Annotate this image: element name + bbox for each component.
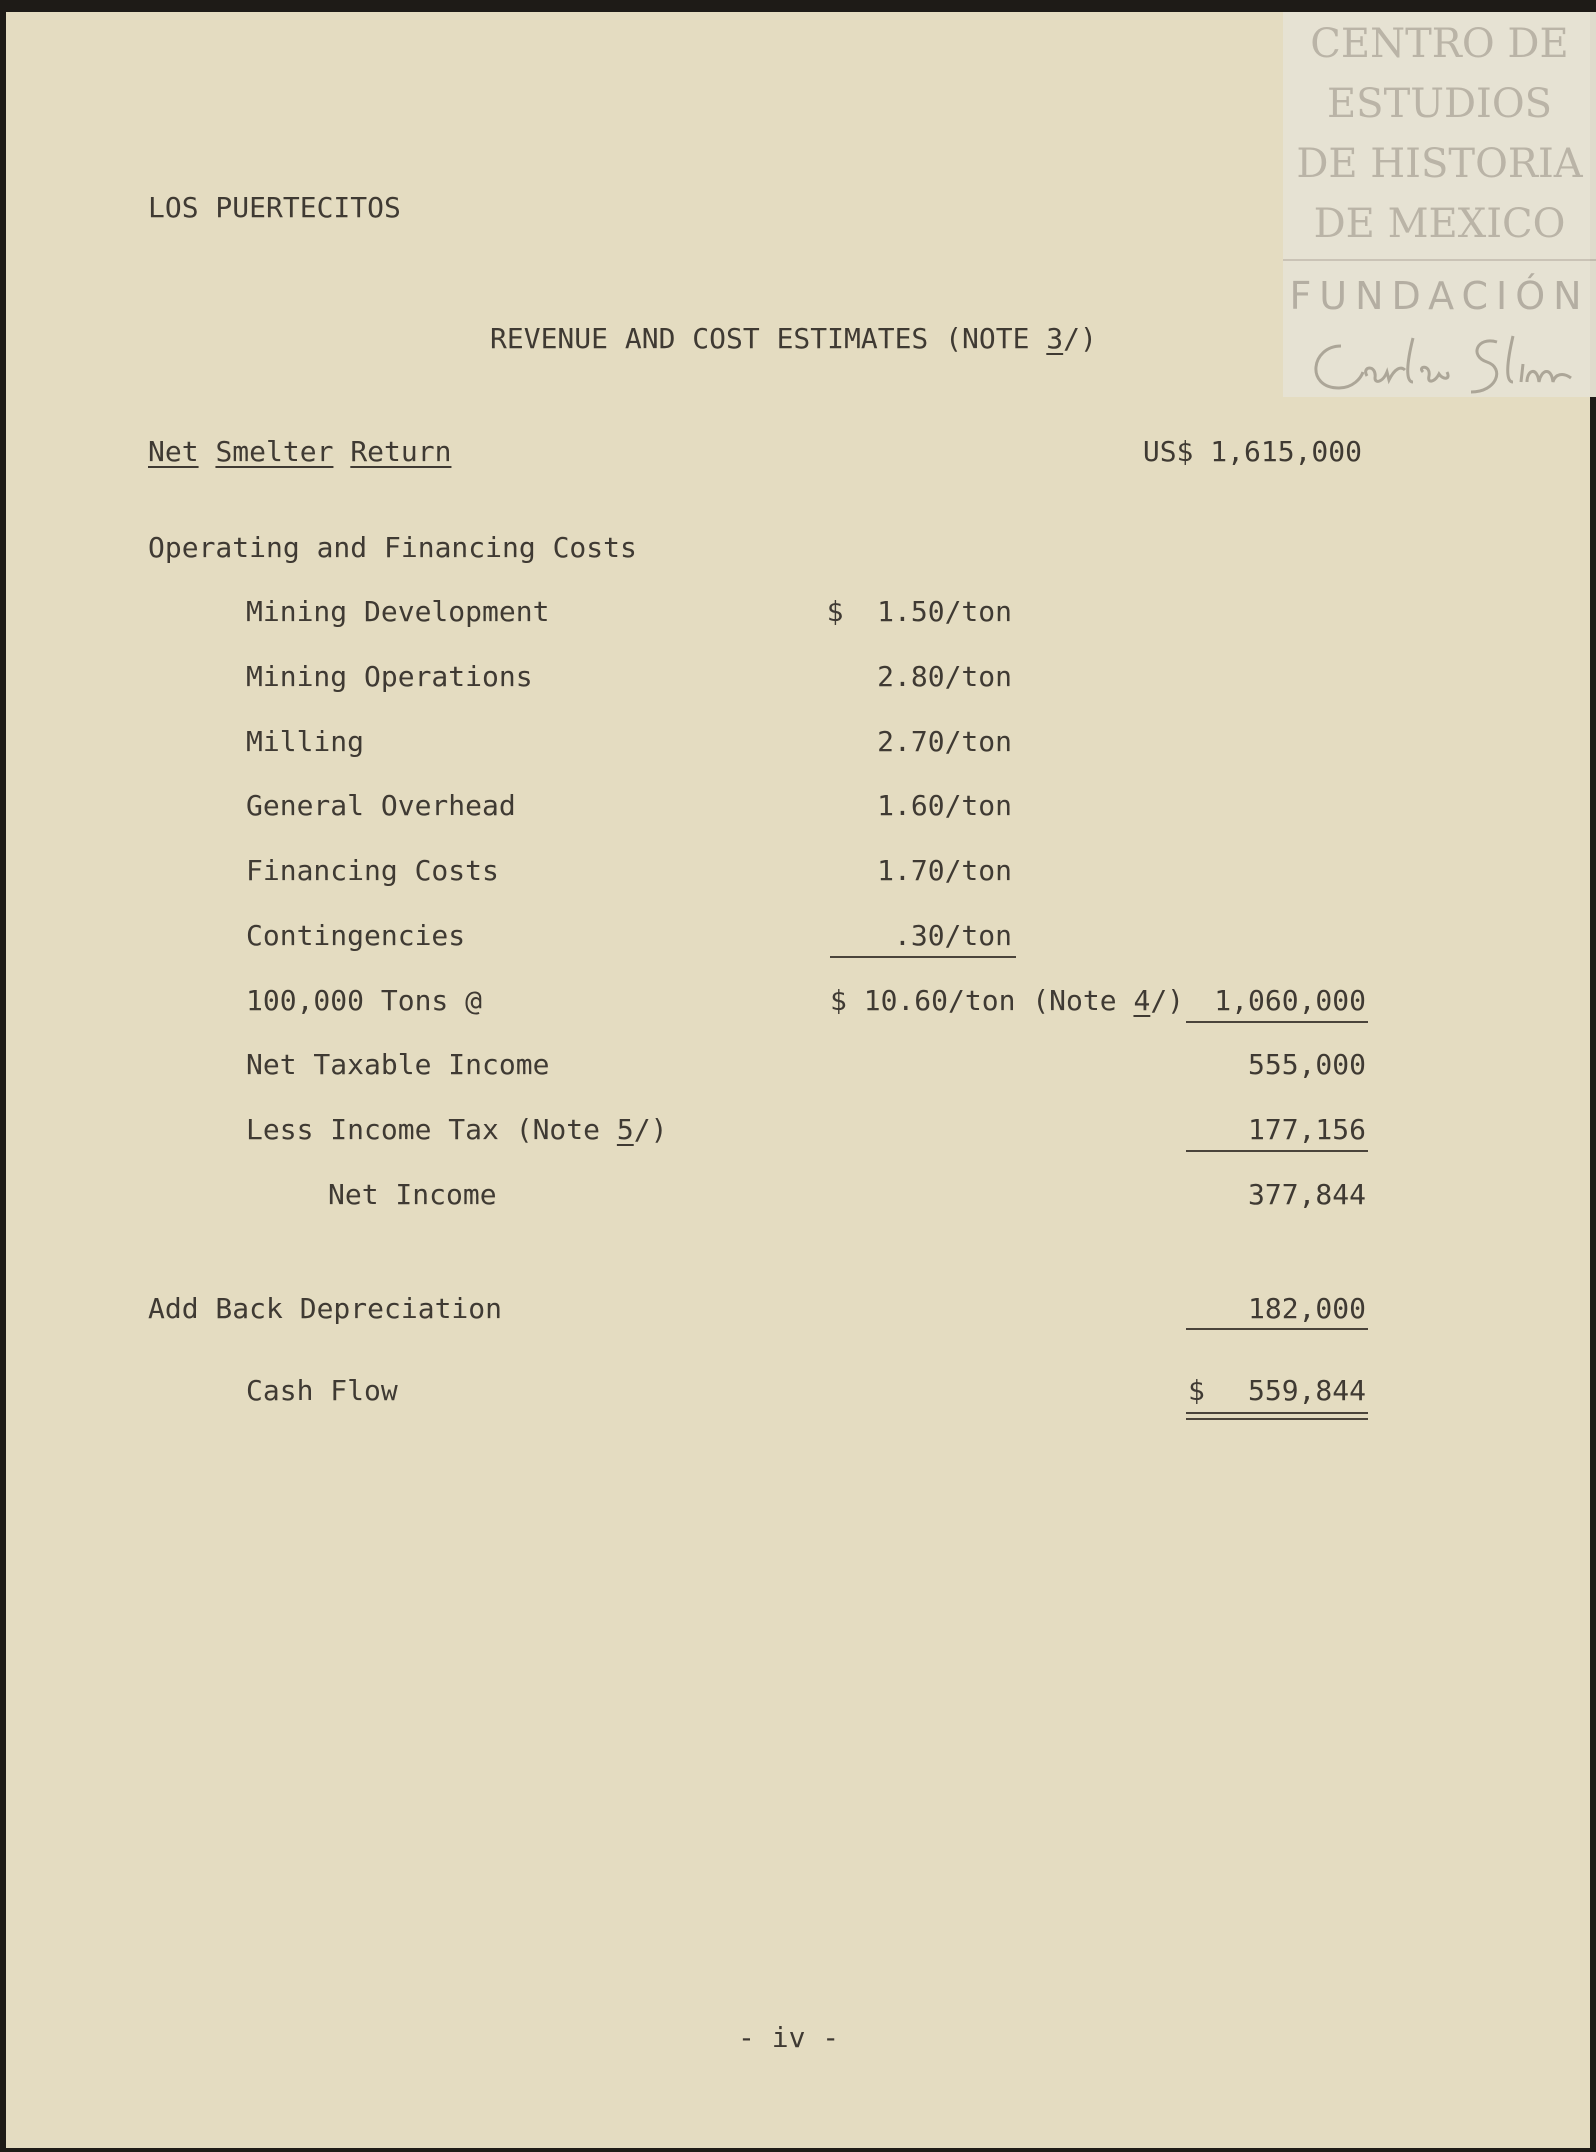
costs-heading: Operating and Financing Costs (148, 531, 637, 564)
page-title: REVENUE AND COST ESTIMATES (NOTE 3/) (490, 322, 1097, 355)
net-income-label: Net Income (328, 1178, 497, 1211)
cost-item-rate: 1.70/ton (877, 854, 1012, 887)
depreciation-amount: 182,000 (1247, 1292, 1366, 1325)
watermark-line: DE MEXICO (1313, 201, 1566, 247)
total-rate: $ 10.60/ton (Note 4/) (830, 984, 1185, 1017)
cost-item-rate: $ 1.50/ton (826, 595, 1012, 628)
income-tax-label: Less Income Tax (Note 5/) (246, 1113, 668, 1146)
total-costs-amount: 1,060,000 (1214, 984, 1366, 1017)
document-page (6, 12, 1590, 2148)
double-rule-bottom (1186, 1418, 1368, 1420)
watermark-line: DE HISTORIA (1296, 141, 1583, 187)
revenue-label: Net Smelter Return (148, 435, 452, 468)
signature-icon (1301, 332, 1581, 402)
watermark-foundation: FUNDACIÓN (1289, 274, 1590, 318)
cost-item-label: Milling (246, 725, 365, 758)
cost-item-label: Financing Costs (246, 854, 499, 887)
title-note-ref: 3 (1046, 322, 1064, 355)
revenue-amount: US$ 1,615,000 (1142, 435, 1362, 468)
watermark-line: CENTRO DE (1310, 21, 1569, 67)
cash-flow-label: Cash Flow (246, 1374, 398, 1407)
income-tax-amount: 177,156 (1247, 1113, 1366, 1146)
cost-item-rate: .30/ton (893, 919, 1012, 952)
amount-rule (1186, 1328, 1368, 1330)
company-name: LOS PUERTECITOS (148, 191, 401, 224)
depreciation-label: Add Back Depreciation (148, 1292, 503, 1325)
taxable-income-label: Net Taxable Income (246, 1048, 550, 1081)
amount-rule (1186, 1021, 1368, 1023)
cost-item-rate: 2.80/ton (877, 660, 1012, 693)
cost-item-rate: 1.60/ton (877, 789, 1012, 822)
subtotal-rule (830, 956, 1016, 958)
archive-watermark (1283, 12, 1596, 397)
total-tons-label: 100,000 Tons @ (246, 984, 483, 1017)
double-rule-top (1186, 1412, 1368, 1414)
cost-item-rate: 2.70/ton (877, 725, 1012, 758)
page-number: - iv - (738, 2021, 840, 2054)
taxable-income-amount: 555,000 (1247, 1048, 1366, 1081)
cash-flow-currency: $ (1188, 1374, 1205, 1407)
amount-rule (1186, 1150, 1368, 1152)
cash-flow-amount: 559,844 (1247, 1374, 1366, 1407)
cost-item-label: Mining Development (246, 595, 550, 628)
cost-item-label: General Overhead (246, 789, 516, 822)
watermark-line: ESTUDIOS (1326, 81, 1553, 127)
watermark-divider (1283, 259, 1596, 261)
cost-item-label: Mining Operations (246, 660, 533, 693)
cost-item-label: Contingencies (246, 919, 466, 952)
net-income-amount: 377,844 (1247, 1178, 1366, 1211)
